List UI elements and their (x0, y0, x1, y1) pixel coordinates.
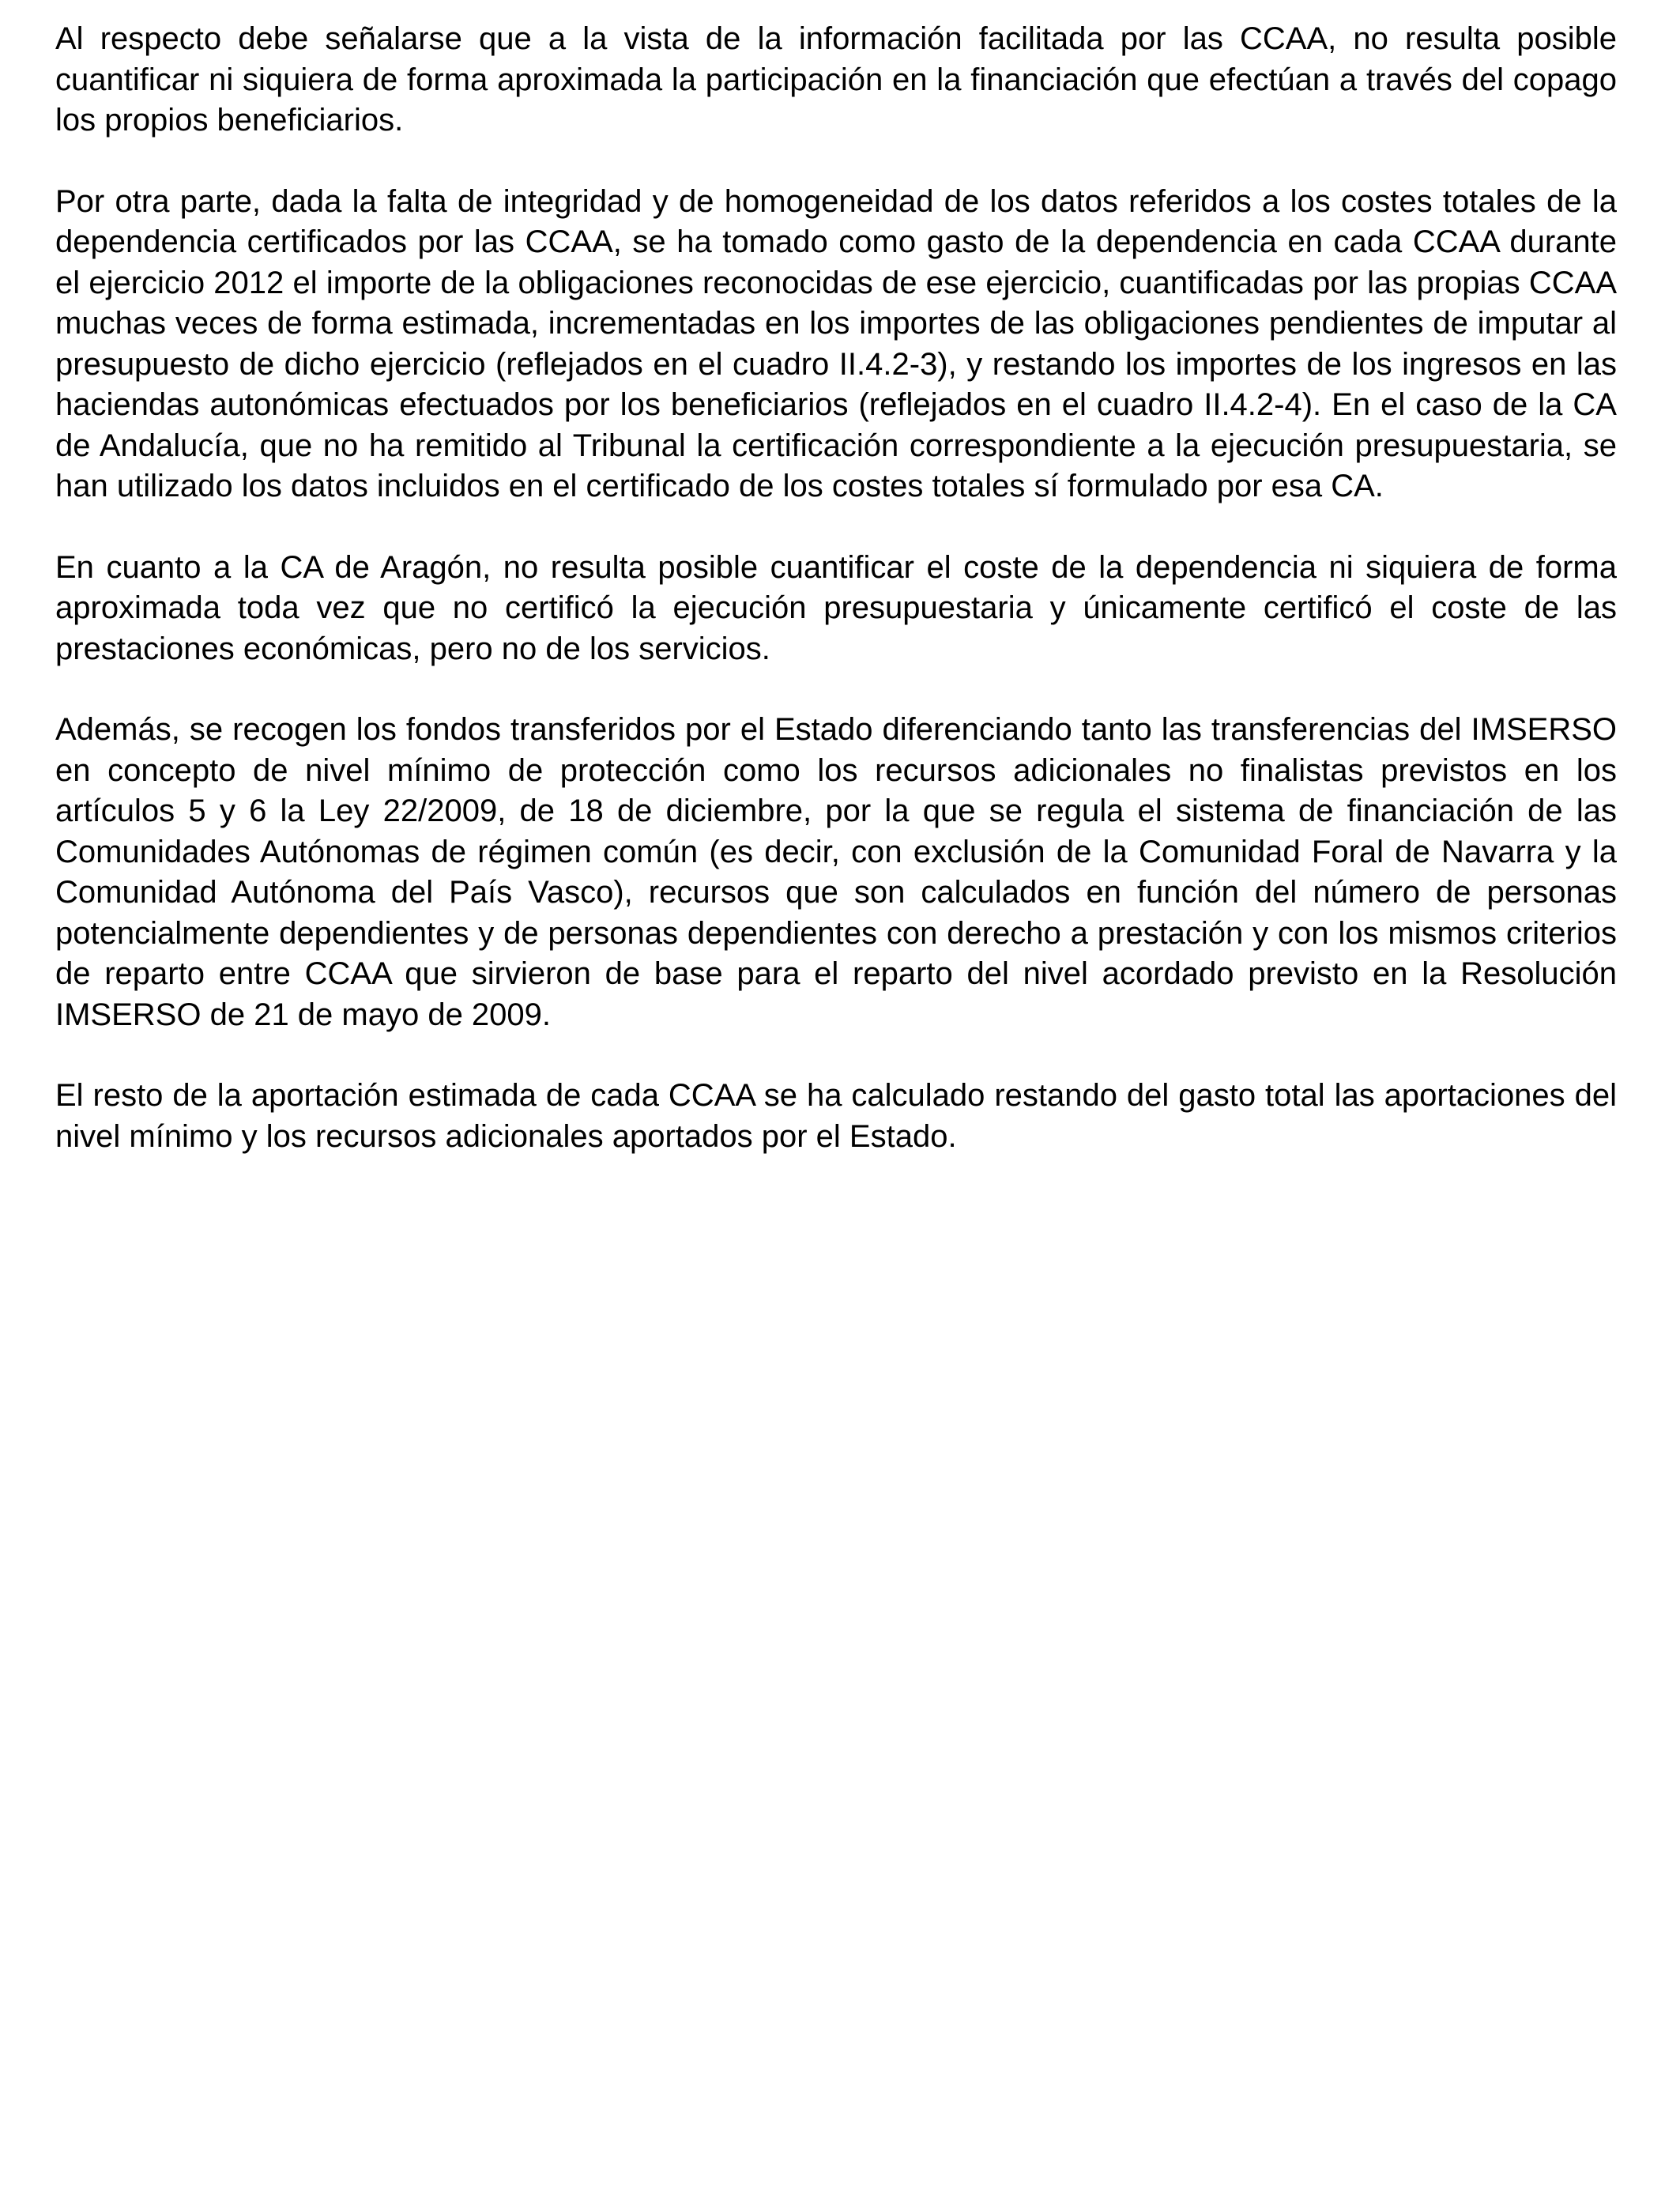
document-page (55, 19, 1617, 1197)
paragraph-copago: Al respecto debe señalarse que a la vista de la información facilitada por las CCAA, no resulta posible cuantificar ni siquiera de forma aproximada la participación en la financiación que efectúan a través del copago los propios beneficiarios. (55, 21, 1617, 138)
paragraph-gasto-dependencia: Por otra parte, dada la falta de integridad y de homogeneidad de los datos referidos a los costes totales de la dependencia certificados por las CCAA, se ha tomado como gasto de la dependencia en cada CCAA durante el ejercicio 2012 el importe de la obligaciones reconocidas de ese ejercicio, cuantificadas por las propias CCAA muchas veces de forma estimada, incrementadas en los importes de las obligaciones pendientes de imputar al presupuesto de dicho ejercicio (reflejados en el cuadro II.4.2-3), y restando los importes de los ingresos en las haciendas autonómicas efectuados por los beneficiarios (reflejados en el cuadro II.4.2-4). En el caso de la CA de Andalucía, que no ha remitido al Tribunal la certificación correspondiente a la ejecución presupuestaria, se han utilizado los datos incluidos en el certificado de los costes totales sí formulado por esa CA. (55, 183, 1617, 503)
paragraph-resto-aportacion: El resto de la aportación estimada de cada CCAA se ha calculado restando del gasto total las aportaciones del nivel mínimo y los recursos adicionales aportados por el Estado. (55, 1078, 1617, 1154)
paragraph-aragon: En cuanto a la CA de Aragón, no resulta posible cuantificar el coste de la dependencia ni siquiera de forma aproximada toda vez que no certificó la ejecución presupuestaria y únicamente certificó el coste de las prestaciones económicas, pero no de los servicios. (55, 549, 1617, 666)
paragraph-fondos-estado: Además, se recogen los fondos transferidos por el Estado diferenciando tanto las transferencias del IMSERSO en concepto de nivel mínimo de protección como los recursos adicionales no finalistas previstos en los artículos 5 y 6 la Ley 22/2009, de 18 de diciembre, por la que se regula el sistema de financiación de las Comunidades Autónomas de régimen común (es decir, con exclusión de la Comunidad Foral de Navarra y la Comunidad Autónoma del País Vasco), recursos que son calculados en función del número de personas potencialmente dependientes y de personas dependientes con derecho a prestación y con los mismos criterios de reparto entre CCAA que sirvieron de base para el reparto del nivel acordado previsto en la Resolución IMSERSO de 21 de mayo de 2009. (55, 712, 1617, 1032)
